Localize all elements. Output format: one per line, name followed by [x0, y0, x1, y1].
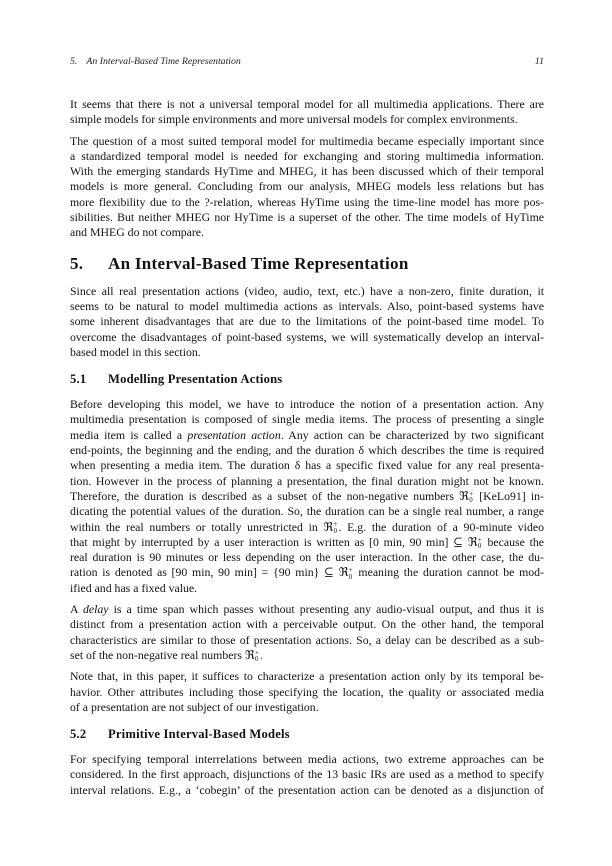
paragraph [70, 97, 544, 128]
text-line [70, 428, 544, 443]
text-run: within the real numbers or totally unrestricted in [70, 519, 324, 534]
section-heading [70, 254, 544, 274]
text-run: ℜ [244, 647, 255, 662]
subsection-heading [70, 371, 544, 387]
text-line: Note that, in this paper, it suffices to characterize a presentation action only by its temporal be- [70, 669, 544, 684]
text-run: . E.g. the duration of a 90-minute video [338, 519, 544, 534]
heading-number: 5.1 [70, 372, 87, 387]
text-line [70, 535, 544, 550]
text-line: overcome the disadvantages of point-based systems, we will systematically develop an interval- [70, 329, 544, 344]
superscript-subscript [255, 651, 259, 663]
text-line: a standardized temporal model is needed for exchanging and storing multimedia information. [70, 148, 544, 163]
superscript-subscript [349, 568, 353, 580]
emphasis-text: delay [82, 602, 109, 617]
superscript: + [477, 536, 482, 544]
text-line [70, 489, 544, 504]
paragraph [70, 134, 544, 241]
emphasis-text: presentation action [187, 427, 281, 442]
heading-title: Primitive Interval-Based Models [108, 727, 290, 742]
text-run: [KeLo91] in- [474, 488, 544, 503]
text-run: because the [482, 534, 544, 549]
text-line: some inherent disadvantages that are due to the limitations of the point-based time model. To [70, 314, 544, 329]
text-run: . Any action can be characterized by two significant [280, 427, 544, 442]
text-run: ℜ [467, 534, 478, 549]
superscript-subscript [469, 492, 473, 504]
text-line: The question of a most suited temporal model for multimedia became especially important since [70, 133, 544, 148]
text-line: It seems that there is not a universal temporal model for all multimedia applications. There are [70, 97, 544, 111]
running-head-section [70, 56, 241, 67]
text-line: models is more general. Concluding from our analysis, MHEG models less relations but has [70, 179, 544, 194]
text-line: real duration is 90 minutes or less depending on the user interaction. In the other case, the du- [70, 550, 544, 565]
running-head-number: 5. [70, 56, 78, 67]
subscript: 0 [469, 497, 473, 505]
paragraph [70, 397, 544, 596]
text-run: A [70, 602, 83, 617]
text-run: set of the non-negative real numbers [70, 647, 245, 662]
text-run: that might by interrupted by a user interaction is written as [0 min, 90 min] ⊆ [70, 534, 468, 549]
paragraph [70, 602, 544, 663]
paragraph [70, 752, 544, 798]
text-run: Therefore, the duration is described as a subset of the non-negative numbers [70, 488, 460, 503]
text-line: For specifying temporal interrelations between media actions, two extreme approaches can be [70, 752, 544, 767]
subscript: 0 [255, 656, 259, 664]
text-line: more flexibility due to the ?-relation, whereas HyTime using the time-line model has more pos- [70, 194, 544, 209]
text-line: of a presentation are not subject of our investigation. [70, 699, 319, 714]
page-number: 11 [534, 56, 544, 67]
text-line: multimedia presentation is composed of single media items. The process of presenting a single [70, 412, 544, 427]
text-line [70, 602, 544, 617]
text-run: ℜ [459, 488, 469, 503]
text-line: dicating the potential values of the duration. So, the duration can be a single real number, a range [70, 504, 544, 519]
superscript: + [255, 649, 259, 657]
paragraph [70, 284, 544, 360]
text-line: based model in this section. [70, 344, 201, 359]
text-line [70, 520, 544, 535]
text-line: distinct from a presentation action with a perceivable output. On the other hand, the temporal [70, 617, 544, 632]
text-line: when presenting a media item. The duration δ has a specific fixed value for any real presenta- [70, 458, 544, 473]
text-line: Before developing this model, we have to introduce the notion of a presentation action. Any [70, 397, 544, 412]
text-line: simple models for simple environments and more universal models for complex environments. [70, 112, 518, 127]
heading-number: 5. [70, 253, 84, 273]
subscript: 0 [477, 543, 482, 551]
superscript-subscript [334, 522, 338, 534]
document-body [70, 97, 544, 798]
text-run: meaning the duration cannot be mod- [353, 565, 544, 580]
text-line: Since all real presentation actions (video, audio, text, etc.) have a non-zero, finite duration, it [70, 283, 544, 298]
text-line: seems to be natural to model multimedia actions as intervals. Also, point-based systems have [70, 298, 544, 313]
text-line: end-points, the beginning and the ending, and the duration δ which describes the time is required [70, 443, 544, 458]
text-line [70, 565, 544, 580]
text-run: is a time span which passes without presenting any audio-visual output, and thus it is [108, 602, 544, 617]
superscript: + [333, 521, 338, 529]
text-line: interval relations. E.g., a ‘cobegin’ of the presentation action can be denoted as a disjunction of [70, 782, 544, 797]
text-line: considered. In the first approach, disjunctions of the 13 basic IRs are used as a method to specify [70, 767, 544, 782]
text-run: ℜ [323, 519, 334, 534]
text-line [70, 648, 544, 663]
text-line: and MHEG do not compare. [70, 225, 204, 240]
superscript: + [469, 490, 474, 498]
heading-title: An Interval-Based Time Representation [108, 253, 409, 273]
text-line: ified and has a fixed value. [70, 580, 198, 595]
text-line: havior. Other attributes including those specifying the location, the quality or associated media [70, 684, 544, 699]
text-line: characteristics are similar to those of presentation actions. So, a delay can be described as a sub- [70, 632, 544, 647]
subscript: 0 [348, 573, 353, 581]
subscript: 0 [333, 527, 338, 535]
text-run: media item is called a [70, 427, 188, 442]
text-line: With the emerging standards HyTime and MHEG, it has been discussed which of their temporal [70, 164, 544, 179]
text-line: tion. However in the process of planning a presentation, the final duration might not be known. [70, 473, 544, 488]
subsection-heading [70, 726, 544, 742]
running-head [70, 56, 544, 67]
text-run: . [259, 647, 263, 662]
heading-title: Modelling Presentation Actions [108, 372, 283, 387]
text-line: sibilities. But neither MHEG nor HyTime is a superset of the other. The time models of HyTime [70, 210, 544, 225]
paragraph [70, 669, 544, 715]
superscript-subscript [478, 538, 482, 550]
text-run: ration is denoted as [90 min, 90 min] = {90 min} ⊆ [70, 565, 339, 580]
running-head-title: An Interval-Based Time Representation [86, 56, 241, 67]
superscript: + [348, 567, 353, 575]
heading-number: 5.2 [70, 727, 87, 742]
text-run: ℜ [338, 565, 349, 580]
